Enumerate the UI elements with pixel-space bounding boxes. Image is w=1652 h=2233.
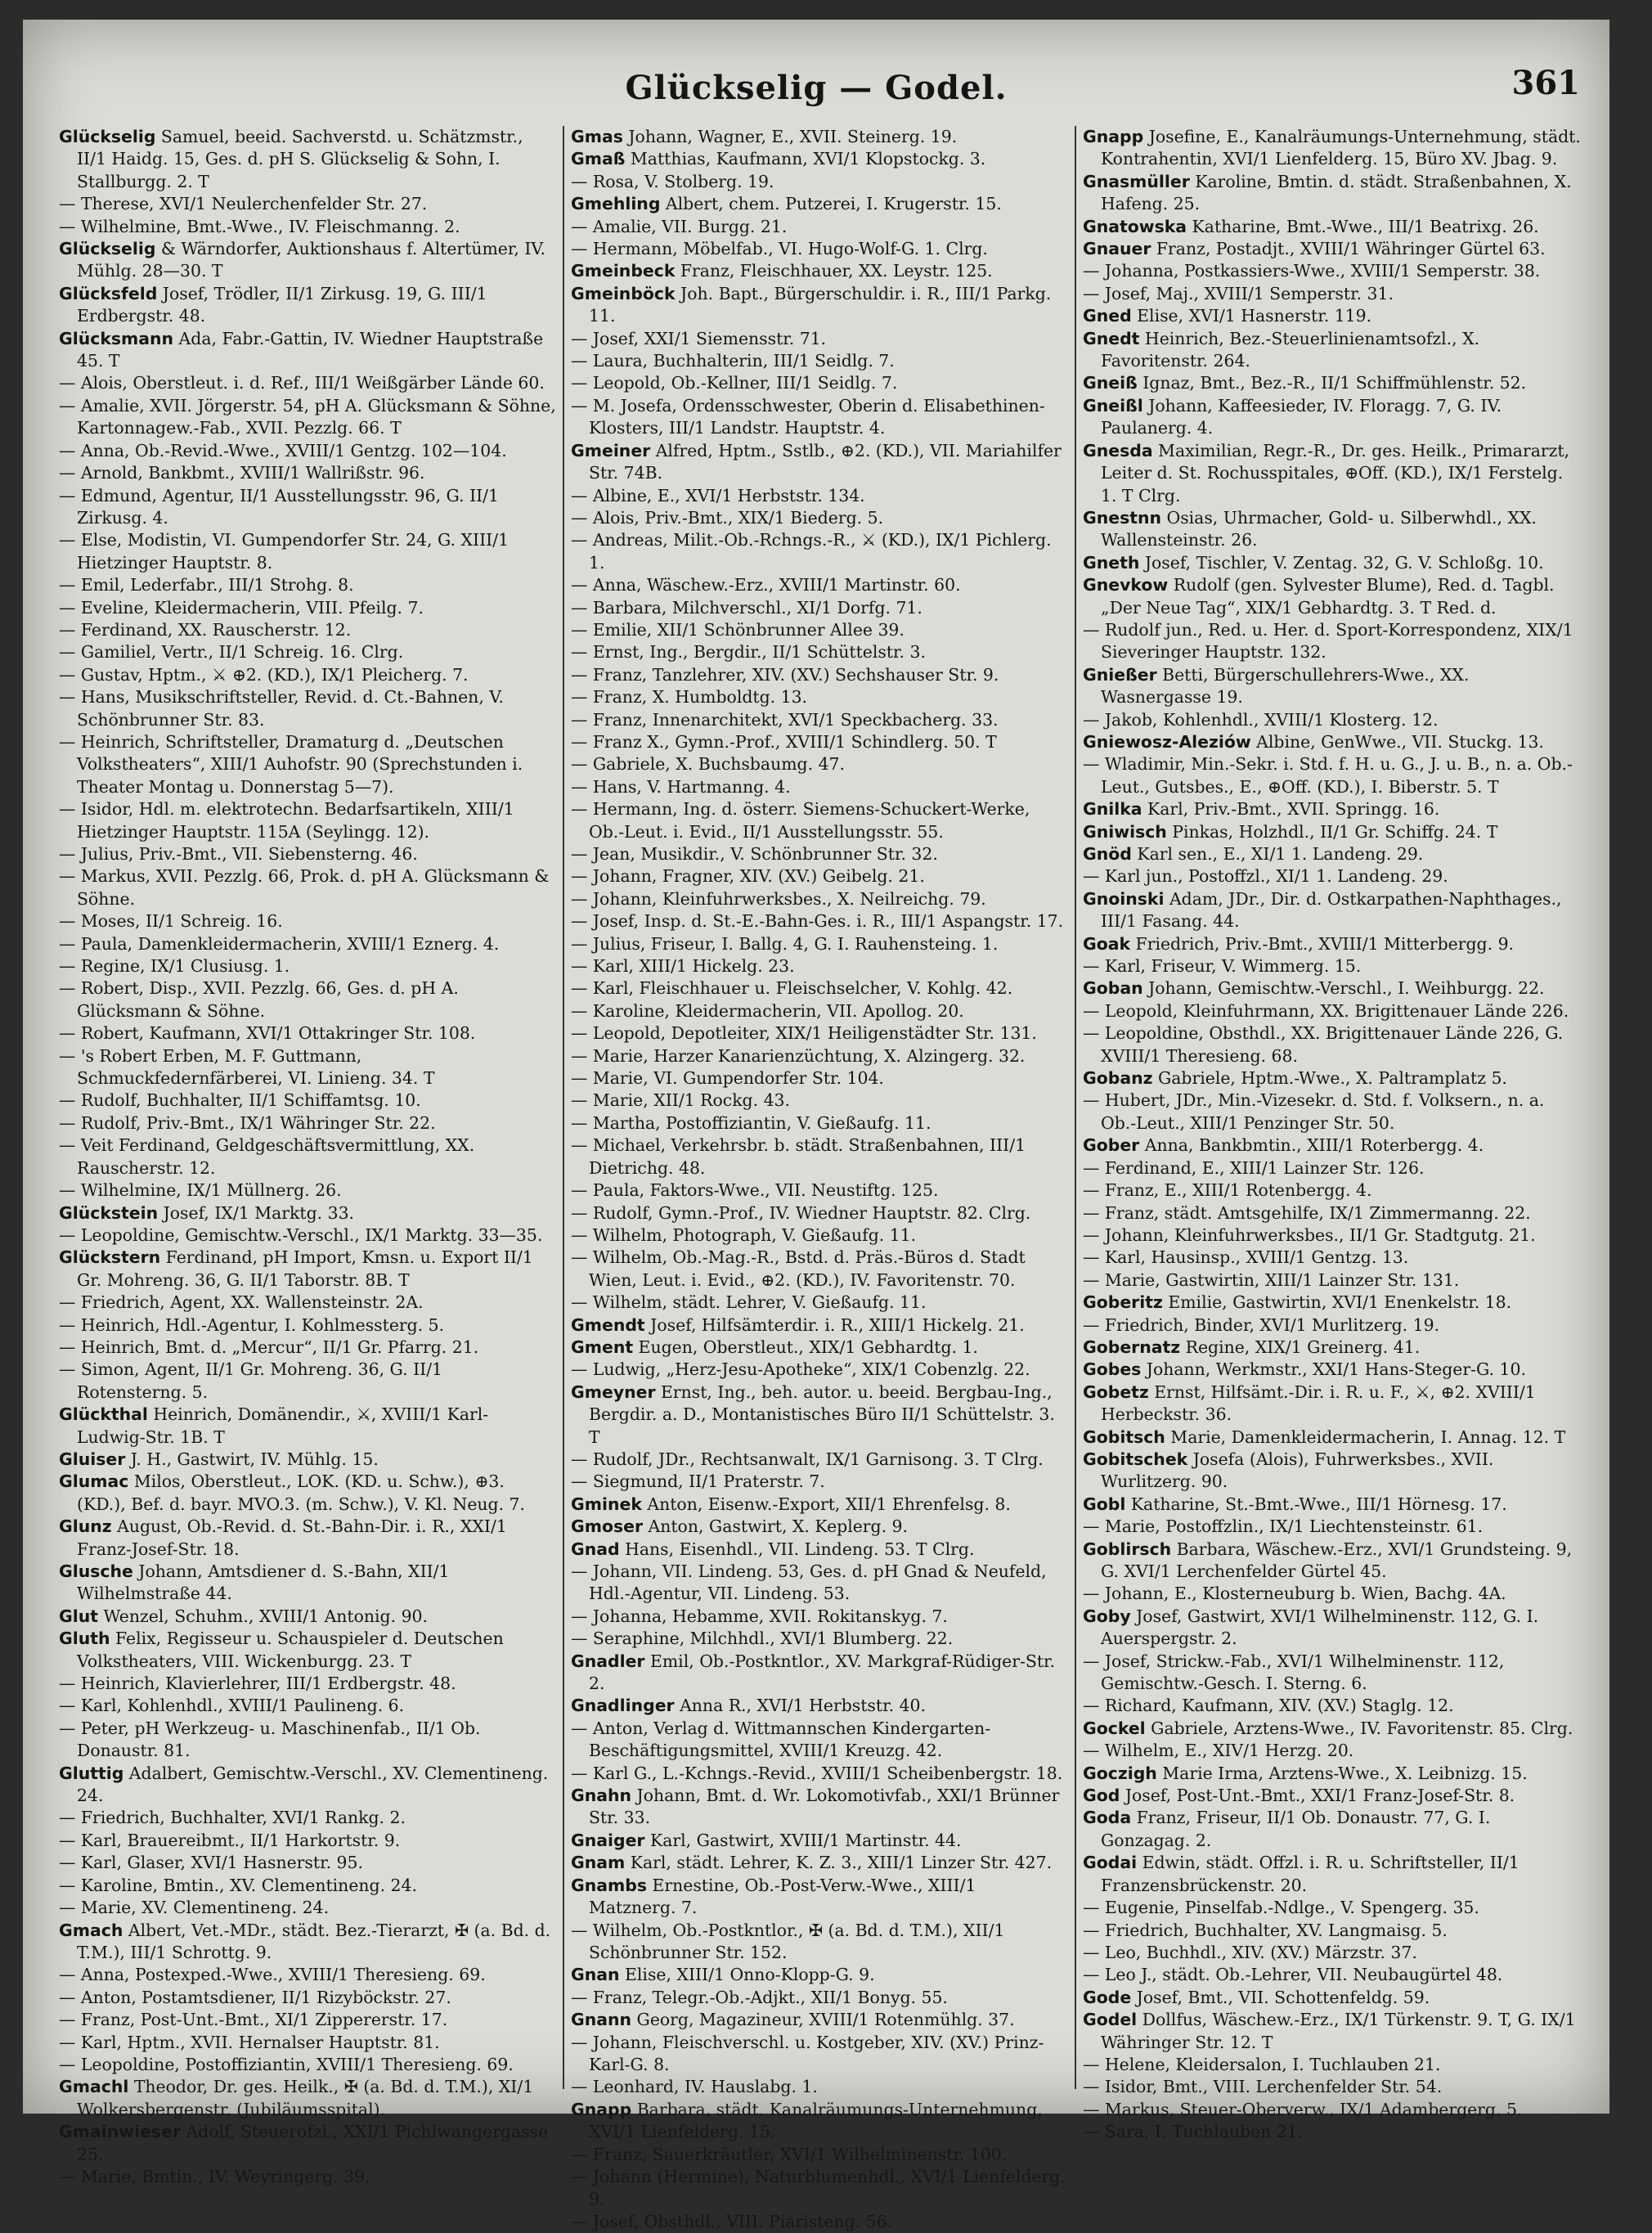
directory-entry: Gnestnn Osias, Uhrmacher, Gold- u. Silberwhdl., XX. Wallensteinstr. 26. xyxy=(1083,507,1538,550)
directory-entry: Gobes Johann, Werkmstr., XXI/1 Hans-Steger-G. 10. xyxy=(1083,1359,1526,1380)
directory-entry: — Johann, VII. Lindeng. 53, Ges. d. pH Gnad & Neufeld, Hdl.-Agentur, VII. Lindeng. 53. xyxy=(571,1561,1047,1604)
surname: Gnauer xyxy=(1083,239,1151,259)
surname: Glunz xyxy=(59,1516,112,1537)
directory-columns xyxy=(52,126,1590,2231)
directory-entry: — Seraphine, Milchhdl., XVI/1 Blumberg. 22. xyxy=(571,1629,954,1649)
directory-entry: Gode Josef, Bmt., VII. Schottenfeldg. 59. xyxy=(1083,1987,1430,2007)
directory-entry: — Isidor, Hdl. m. elektrotechn. Bedarfsartikeln, XIII/1 Hietzinger Hauptstr. 115A (Seylingg. 12). xyxy=(59,799,514,842)
directory-entry: — Simon, Agent, II/1 Gr. Mohreng. 36, G. II/1 Rotensterng. 5. xyxy=(59,1359,443,1402)
directory-entry: — Amalie, VII. Burgg. 21. xyxy=(571,216,788,236)
surname: Gnad xyxy=(571,1539,620,1559)
directory-entry: — Wladimir, Min.-Sekr. i. Std. f. H. u. G., J. u. B., n. a. Ob.-Leut., Gutsbes., E., ⊕Off. (KD.), I. Biberstr. 5. T xyxy=(1083,754,1573,797)
directory-entry: — Marie, XII/1 Rockg. 43. xyxy=(571,1090,791,1111)
directory-entry: Gmeinböck Joh. Bapt., Bürgerschuldir. i. R., III/1 Parkg. 11. xyxy=(571,283,1052,326)
directory-entry: — Rudolf, Gymn.-Prof., IV. Wiedner Hauptstr. 82. Clrg. xyxy=(571,1202,1031,1223)
directory-entry: Gnambs Ernestine, Ob.-Post-Verw.-Wwe., XIII/1 Matznerg. 7. xyxy=(571,1875,976,1918)
directory-entry: Gminek Anton, Eisenw.-Export, XII/1 Ehrenfelsg. 8. xyxy=(571,1494,1011,1514)
directory-entry: — Leopold, Kleinfuhrmann, XX. Brigittenauer Lände 226. xyxy=(1083,1000,1569,1021)
directory-entry: — Wilhelm, Ob.-Postkntlor., ✠ (a. Bd. d. T.M.), XII/1 Schönbrunner Str. 152. xyxy=(571,1920,1005,1962)
surname: Gnoinski xyxy=(1083,888,1165,909)
surname: Gobl xyxy=(1083,1494,1126,1514)
surname: Gnestnn xyxy=(1083,507,1161,528)
surname: Glusche xyxy=(59,1561,133,1581)
surname: Gnießer xyxy=(1083,664,1157,685)
surname: Gnahn xyxy=(571,1786,632,1806)
directory-entry: Glückstern Ferdinand, pH Import, Kmsn. u. Export II/1 Gr. Mohreng. 36, G. II/1 Taborstr. 8B. T xyxy=(59,1247,533,1290)
directory-entry: — Marie, Gastwirtin, XIII/1 Lainzer Str. 131. xyxy=(1083,1269,1460,1290)
directory-entry: Gnasmüller Karoline, Bmtin. d. städt. Straßenbahnen, X. Hafeng. 25. xyxy=(1083,171,1572,214)
directory-entry: Gnoinski Adam, JDr., Dir. d. Ostkarpathen-Naphthages., III/1 Fasang. 44. xyxy=(1083,888,1562,932)
directory-entry: Glückselig & Wärndorfer, Auktionshaus f. Altertümer, IV. Mühlg. 28—30. T xyxy=(59,239,546,281)
directory-entry: — Leo, Buchhdl., XIV. (XV.) Märzstr. 37. xyxy=(1083,1942,1417,1962)
directory-entry: — Leopoldine, Postoffiziantin, XVIII/1 Theresieng. 69. xyxy=(59,2054,514,2074)
directory-entry: — Marie, VI. Gumpendorfer Str. 104. xyxy=(571,1068,884,1089)
surname: Gockel xyxy=(1083,1718,1146,1738)
directory-entry: Gnahn Johann, Bmt. d. Wr. Lokomotivfab., XXI/1 Brünner Str. 33. xyxy=(571,1786,1060,1828)
surname: Gnapp xyxy=(571,2099,632,2119)
directory-entry: Gnadlinger Anna R., XVI/1 Herbststr. 40. xyxy=(571,1696,926,1716)
directory-entry: — Hans, Musikschriftsteller, Revid. d. Ct.-Bahnen, V. Schönbrunner Str. 83. xyxy=(59,687,504,730)
directory-entry: Gnadler Emil, Ob.-Postkntlor., XV. Markgraf-Rüdiger-Str. 2. xyxy=(571,1651,1056,1694)
directory-entry: — Leo J., städt. Ob.-Lehrer, VII. Neubaugürtel 48. xyxy=(1083,1965,1503,1985)
directory-entry: Gnan Elise, XIII/1 Onno-Klopp-G. 9. xyxy=(571,1965,875,1985)
directory-entry: — Jakob, Kohlenhdl., XVIII/1 Klosterg. 12. xyxy=(1083,709,1439,730)
directory-entry: — Rosa, V. Stolberg. 19. xyxy=(571,171,774,191)
surname: Goda xyxy=(1083,1808,1132,1828)
directory-entry: — Franz, Post-Unt.-Bmt., XI/1 Zippererstr. 17. xyxy=(59,2010,448,2030)
directory-entry: Goak Friedrich, Priv.-Bmt., XVIII/1 Mitterbergg. 9. xyxy=(1083,933,1515,954)
surname: Goblirsch xyxy=(1083,1539,1172,1559)
directory-entry: — Eugenie, Pinselfab.-Ndlge., V. Spengerg. 35. xyxy=(1083,1898,1479,1918)
directory-entry: Gment Eugen, Oberstleut., XIX/1 Gebhardtg. 1. xyxy=(571,1337,978,1357)
surname: Gneißl xyxy=(1083,395,1143,416)
directory-entry: — Edmund, Agentur, II/1 Ausstellungsstr. 96, G. II/1 Zirkusg. 4. xyxy=(59,485,500,528)
directory-entry: Glumac Milos, Oberstleut., LOK. (KD. u. Schw.), ⊕3. (KD.), Bef. d. bayr. MVO.3. (m. Schw.), V. Kl. Neug. 7. xyxy=(59,1471,526,1514)
directory-entry: — Robert, Disp., XVII. Pezzlg. 66, Ges. d. pH A. Glücksmann & Söhne. xyxy=(59,978,459,1021)
directory-entry: Gnevkow Rudolf (gen. Sylvester Blume), Red. d. Tagbl. „Der Neue Tag“, XIX/1 Gebhardtg. 3. T Red. d. xyxy=(1083,575,1555,618)
surname: Gmach xyxy=(59,1920,123,1940)
directory-entry: Gnatowska Katharine, Bmt.-Wwe., III/1 Beatrixg. 26. xyxy=(1083,216,1539,236)
directory-entry: Gobetz Ernst, Hilfsämt.-Dir. i. R. u. F., ⚔, ⊕2. XVIII/1 Herbeckstr. 36. xyxy=(1083,1382,1536,1425)
directory-entry: — 's Robert Erben, M. F. Guttmann, Schmuckfedernfärberei, VI. Linieng. 34. T xyxy=(59,1045,435,1089)
directory-entry: — Josef, Strickw.-Fab., XVI/1 Wilhelminenstr. 112, Gemischtw.-Gesch. I. Sterng. 6. xyxy=(1083,1651,1505,1694)
directory-entry: Glücksfeld Josef, Trödler, II/1 Zirkusg. 19, G. III/1 Erdbergstr. 48. xyxy=(59,283,487,326)
directory-entry: Gnießer Betti, Bürgerschullehrers-Wwe., XX. Wasnergasse 19. xyxy=(1083,664,1470,708)
surname: Glückthal xyxy=(59,1404,148,1425)
directory-entry: — Albine, E., XVI/1 Herbststr. 134. xyxy=(571,485,865,505)
directory-entry: Gnann Georg, Magazineur, XVIII/1 Rotenmühlg. 37. xyxy=(571,2010,1015,2030)
directory-entry: Gluth Felix, Regisseur u. Schauspieler d. Deutschen Volkstheaters, VIII. Wickenburgg. 23. T xyxy=(59,1629,504,1671)
directory-entry: — Franz, städt. Amtsgehilfe, IX/1 Zimmermanng. 22. xyxy=(1083,1202,1531,1223)
directory-entry: — Richard, Kaufmann, XIV. (XV.) Staglg. 12. xyxy=(1083,1696,1454,1716)
surname: Gmeiner xyxy=(571,440,651,461)
surname: Gobes xyxy=(1083,1359,1142,1380)
directory-entry: — Anna, Postexped.-Wwe., XVIII/1 Theresieng. 69. xyxy=(59,1965,486,1985)
directory-entry: — Franz, Tanzlehrer, XIV. (XV.) Sechshauser Str. 9. xyxy=(571,664,999,685)
surname: Gnatowska xyxy=(1083,216,1187,236)
directory-entry: — Franz X., Gymn.-Prof., XVIII/1 Schindlerg. 50. T xyxy=(571,731,997,752)
directory-entry: — Sara, I. Tuchlauben 21. xyxy=(1083,2122,1304,2142)
directory-entry: — Siegmund, II/1 Praterstr. 7. xyxy=(571,1471,825,1492)
directory-entry: Glut Wenzel, Schuhm., XVIII/1 Antonig. 90. xyxy=(59,1606,428,1626)
directory-entry: Gned Elise, XVI/1 Hasnerstr. 119. xyxy=(1083,306,1372,326)
directory-entry: — Emilie, XII/1 Schönbrunner Allee 39. xyxy=(571,619,905,640)
directory-entry: — Wilhelmine, Bmt.-Wwe., IV. Fleischmanng. 2. xyxy=(59,216,460,236)
directory-entry: — Andreas, Milit.-Ob.-Rchngs.-R., ⚔ (KD.), IX/1 Pichlerg. 1. xyxy=(571,530,1052,573)
directory-entry: — Johanna, Hebamme, XVII. Rokitanskyg. 7. xyxy=(571,1606,948,1626)
directory-entry: — Veit Ferdinand, Geldgeschäftsvermittlung, XX. Rauscherstr. 12. xyxy=(59,1135,475,1178)
surname: Gnan xyxy=(571,1965,620,1985)
directory-entry: Gnesda Maximilian, Regr.-R., Dr. ges. Heilk., Primararzt, Leiter d. St. Rochusspitales, ⊕Off. (KD.), IX/1 Ferstelg. 1. T Clrg. xyxy=(1083,440,1570,505)
surname: Goby xyxy=(1083,1606,1131,1626)
directory-entry: — Eveline, Kleidermacherin, VIII. Pfeilg. 7. xyxy=(59,597,424,618)
directory-entry: — Heinrich, Schriftsteller, Dramaturg d. „Deutschen Volkstheaters“, XIII/1 Auhofstr. 90 (Sprechstunden i. Theater Montag u. Donnerstag 5—7). xyxy=(59,731,523,797)
directory-entry: — Rudolf, Priv.-Bmt., IX/1 Währinger Str. 22. xyxy=(59,1112,436,1133)
directory-entry: — Jean, Musikdir., V. Schönbrunner Str. 32. xyxy=(571,844,938,864)
directory-entry: — Isidor, Bmt., VIII. Lerchenfelder Str. 54. xyxy=(1083,2077,1443,2097)
directory-entry: — Leopoldine, Gemischtw.-Verschl., IX/1 Marktg. 33—35. xyxy=(59,1224,543,1245)
directory-entry: — Franz, Innenarchitekt, XVI/1 Speckbacherg. 33. xyxy=(571,709,999,730)
directory-entry: — Ludwig, „Herz-Jesu-Apotheke“, XIX/1 Cobenzlg. 22. xyxy=(571,1359,1030,1380)
directory-entry: — Franz, Sauerkräutler, XVI/1 Wilhelminenstr. 100. xyxy=(571,2144,1008,2164)
directory-entry: Gnapp Josefine, E., Kanalräumungs-Unternehmung, städt. Kontrahentin, XVI/1 Lienfelderg. 15, Büro XV. Jbag. 9. xyxy=(1083,127,1581,169)
directory-entry: Godai Edwin, städt. Offzl. i. R. u. Schriftsteller, II/1 Franzensbrückenstr. 20. xyxy=(1083,1853,1520,1895)
surname: Gmoser xyxy=(571,1516,644,1537)
directory-entry: — Johann, Kleinfuhrwerksbes., II/1 Gr. Stadtgutg. 21. xyxy=(1083,1224,1536,1245)
surname: Gmaß xyxy=(571,149,626,169)
directory-entry: Glückstein Josef, IX/1 Marktg. 33. xyxy=(59,1202,355,1223)
surname: Gnam xyxy=(571,1853,626,1873)
directory-entry: Gobl Katharine, St.-Bmt.-Wwe., III/1 Hörnesg. 17. xyxy=(1083,1494,1507,1514)
directory-entry: — Friedrich, Buchhalter, XV. Langmaisg. 5. xyxy=(1083,1920,1448,1940)
surname: Gmas xyxy=(571,127,623,146)
directory-entry: Gobernatz Regine, XIX/1 Greinerg. 41. xyxy=(1083,1337,1421,1357)
directory-entry: — Johann (Hermine), Naturblumenhdl., XVI/1 Lienfelderg. 9. xyxy=(571,2166,1066,2209)
directory-entry: Gmachl Theodor, Dr. ges. Heilk., ✠ (a. Bd. d. T.M.), XI/1 Wolkersbergenstr. (Jubiläumsspital). xyxy=(59,2077,534,2119)
directory-entry: — Wilhelm, Photograph, V. Gießaufg. 11. xyxy=(571,1224,917,1245)
directory-entry: — Gamiliel, Vertr., II/1 Schreig. 16. Clrg. xyxy=(59,642,404,663)
directory-entry: — Friedrich, Binder, XVI/1 Murlitzerg. 19. xyxy=(1083,1314,1440,1335)
surname: Gned xyxy=(1083,306,1132,326)
directory-entry: — Hubert, JDr., Min.-Vizesekr. d. Std. f. Volksern., n. a. Ob.-Leut., XIII/1 Penzinger Str. 50. xyxy=(1083,1090,1545,1133)
directory-entry: — Franz, X. Humboldtg. 13. xyxy=(571,687,808,708)
directory-entry: — Karl G., L.-Kchngs.-Revid., XVIII/1 Scheibenbergstr. 18. xyxy=(571,1763,1063,1783)
directory-entry: — Karl, Friseur, V. Wimmerg. 15. xyxy=(1083,956,1362,977)
surname: Gniewosz-Aleziów xyxy=(1083,731,1251,752)
surname: Gnann xyxy=(571,2010,632,2030)
directory-entry: — Wilhelm, E., XIV/1 Herzg. 20. xyxy=(1083,1741,1354,1761)
directory-entry: — Anna, Ob.-Revid.-Wwe., XVIII/1 Gentzg. 102—104. xyxy=(59,440,507,461)
directory-entry: Gober Anna, Bankbmtin., XIII/1 Roterbergg. 4. xyxy=(1083,1135,1484,1156)
directory-entry: — Karl, Fleischhauer u. Fleischselcher, V. Kohlg. 42. xyxy=(571,978,1013,999)
surname: Gmehling xyxy=(571,194,661,214)
surname: Gluiser xyxy=(59,1449,126,1469)
directory-entry: — Gabriele, X. Buchsbaumg. 47. xyxy=(571,754,845,775)
surname: Gmeinböck xyxy=(571,283,676,303)
directory-entry: — Alois, Priv.-Bmt., XIX/1 Biederg. 5. xyxy=(571,507,884,528)
directory-entry: Gmach Albert, Vet.-MDr., städt. Bez.-Tierarzt, ✠ (a. Bd. d. T.M.), III/1 Schrottg. 9. xyxy=(59,1920,551,1962)
directory-entry: Goberitz Emilie, Gastwirtin, XVI/1 Enenkelstr. 18. xyxy=(1083,1292,1512,1313)
directory-entry: — Josef, Obsthdl., VIII. Piaristeng. 56. xyxy=(571,2211,893,2231)
directory-entry: — Leopold, Ob.-Kellner, III/1 Seidlg. 7. xyxy=(571,373,898,393)
surname: Gmainwieser xyxy=(59,2122,181,2142)
directory-entry: — Ferdinand, XX. Rauscherstr. 12. xyxy=(59,619,352,640)
directory-entry: — Heinrich, Hdl.-Agentur, I. Kohlmessterg. 5. xyxy=(59,1314,445,1335)
directory-entry: — Franz, Telegr.-Ob.-Adjkt., XII/1 Bonyg. 55. xyxy=(571,1987,948,2007)
directory-entry: Gmoser Anton, Gastwirt, X. Keplerg. 9. xyxy=(571,1516,908,1537)
surname: Gnapp xyxy=(1083,127,1144,146)
directory-entry: — Arnold, Bankbmt., XVIII/1 Wallrißstr. 96. xyxy=(59,463,425,483)
directory-entry: — Heinrich, Klavierlehrer, III/1 Erdbergstr. 48. xyxy=(59,1674,456,1694)
directory-entry: — Gustav, Hptm., ⚔ ⊕2. (KD.), IX/1 Pleicherg. 7. xyxy=(59,664,469,685)
directory-entry: — Laura, Buchhalterin, III/1 Seidlg. 7. xyxy=(571,351,895,371)
directory-entry: — Leonhard, IV. Hauslabg. 1. xyxy=(571,2077,818,2097)
directory-entry: — Marie, Bmtin., IV. Weyringerg. 39. xyxy=(59,2166,370,2186)
surname: Goak xyxy=(1083,933,1131,954)
directory-entry: — Hermann, Ing. d. österr. Siemens-Schuckert-Werke, Ob.-Leut. i. Evid., II/1 Ausstellungsstr. 55. xyxy=(571,799,1030,842)
surname: Gober xyxy=(1083,1135,1140,1156)
directory-entry: Gmeinbeck Franz, Fleischhauer, XX. Leystr. 125. xyxy=(571,261,993,281)
directory-entry: — Leopold, Depotleiter, XIX/1 Heiligenstädter Str. 131. xyxy=(571,1023,1037,1044)
directory-entry: Gnauer Franz, Postadjt., XVIII/1 Währinger Gürtel 63. xyxy=(1083,239,1546,259)
surname: Gminek xyxy=(571,1494,642,1514)
directory-entry: Gmeyner Ernst, Ing., beh. autor. u. beeid. Bergbau-Ing., Bergdir. a. D., Montanistisches Büro II/1 Schüttelstr. 3. T xyxy=(571,1382,1055,1447)
directory-entry: Goda Franz, Friseur, II/1 Ob. Donaustr. 77, G. I. Gonzagag. 2. xyxy=(1083,1808,1491,1850)
surname: Glut xyxy=(59,1606,98,1626)
directory-entry: — Josef, XXI/1 Siemensstr. 71. xyxy=(571,328,827,348)
surname: Gluth xyxy=(59,1629,110,1649)
directory-entry: Godel Dollfus, Wäschew.-Erz., IX/1 Türkenstr. 9. T, G. IX/1 Währinger Str. 12. T xyxy=(1083,2010,1576,2052)
surname: Gnöd xyxy=(1083,844,1132,864)
directory-entry: Gniwisch Pinkas, Holzhdl., II/1 Gr. Schiffg. 24. T xyxy=(1083,821,1498,842)
surname: Glückselig xyxy=(59,127,156,146)
directory-entry: — Paula, Faktors-Wwe., VII. Neustiftg. 125. xyxy=(571,1180,939,1201)
directory-entry: Goblirsch Barbara, Wäschew.-Erz., XVI/1 Grundsteing. 9, G. XVI/1 Lerchenfelder Gürtel 45. xyxy=(1083,1539,1573,1581)
directory-entry: — Marie, Harzer Kanarienzüchtung, X. Alzingerg. 32. xyxy=(571,1045,1026,1066)
surname: Goban xyxy=(1083,978,1143,999)
directory-entry: — Barbara, Milchverschl., XI/1 Dorfg. 71. xyxy=(571,597,923,618)
directory-entry: — Franz, E., XIII/1 Rotenbergg. 4. xyxy=(1083,1180,1372,1201)
directory-entry: — Josef, Insp. d. St.-E.-Bahn-Ges. i. R., III/1 Aspangstr. 17. xyxy=(571,911,1064,932)
directory-entry: — Emil, Lederfabr., III/1 Strohg. 8. xyxy=(59,575,354,595)
directory-entry: — Karl, Brauereibmt., II/1 Harkortstr. 9. xyxy=(59,1830,401,1850)
directory-entry: — Else, Modistin, VI. Gumpendorfer Str. 24, G. XIII/1 Hietzinger Hauptstr. 8. xyxy=(59,530,510,573)
surname: Gode xyxy=(1083,1987,1132,2007)
directory-entry: Gobitsch Marie, Damenkleidermacherin, I. Annag. 12. T xyxy=(1083,1427,1566,1447)
directory-entry: Gmainwieser Adolf, Steuerofzl., XXI/1 Pichlwangergasse 25. xyxy=(59,2122,549,2164)
surname: Goberitz xyxy=(1083,1292,1163,1313)
directory-entry: — Hermann, Möbelfab., VI. Hugo-Wolf-G. 1. Clrg. xyxy=(571,239,988,259)
directory-entry: — Julius, Friseur, I. Ballg. 4, G. I. Rauhensteing. 1. xyxy=(571,933,999,954)
directory-entry: — Peter, pH Werkzeug- u. Maschinenfab., II/1 Ob. Donaustr. 81. xyxy=(59,1718,481,1761)
surname: Glumac xyxy=(59,1471,129,1492)
surname: Gobitsch xyxy=(1083,1427,1165,1447)
directory-entry: Gmeiner Alfred, Hptm., Sstlb., ⊕2. (KD.), VII. Mariahilfer Str. 74B. xyxy=(571,440,1062,483)
directory-entry: — Markus, Steuer-Oberverw., IX/1 Adambergerg. 5. xyxy=(1083,2099,1523,2119)
directory-entry: Glunz August, Ob.-Revid. d. St.-Bahn-Dir. i. R., XXI/1 Franz-Josef-Str. 18. xyxy=(59,1516,507,1559)
surname: Gmachl xyxy=(59,2077,129,2097)
directory-entry: — Therese, XVI/1 Neulerchenfelder Str. 27. xyxy=(59,194,428,214)
directory-entry: Goczigh Marie Irma, Arztens-Wwe., X. Leibnizg. 15. xyxy=(1083,1763,1528,1783)
directory-entry: Gnad Hans, Eisenhdl., VII. Lindeng. 53. T Clrg. xyxy=(571,1539,975,1559)
running-head: Glückselig — Godel. xyxy=(625,69,1008,107)
directory-entry: — Anton, Verlag d. Wittmannschen Kindergarten-Beschäftigungsmittel, XVIII/1 Kreuzg. 42. xyxy=(571,1718,991,1761)
directory-entry: — Wilhelmine, IX/1 Müllnerg. 26. xyxy=(59,1180,342,1201)
surname: Gment xyxy=(571,1337,634,1357)
surname: Gnilka xyxy=(1083,799,1142,820)
page-header xyxy=(23,61,1609,118)
directory-entry: Gobanz Gabriele, Hptm.-Wwe., X. Paltramplatz 5. xyxy=(1083,1068,1507,1089)
surname: Gobernatz xyxy=(1083,1337,1181,1357)
surname: God xyxy=(1083,1786,1120,1806)
surname: Gmeyner xyxy=(571,1382,656,1402)
directory-entry: Gneth Josef, Tischler, V. Zentag. 32, G. V. Schloßg. 10. xyxy=(1083,552,1544,573)
directory-entry: Glücksmann Ada, Fabr.-Gattin, IV. Wiedner Hauptstraße 45. T xyxy=(59,328,544,371)
surname: Goczigh xyxy=(1083,1763,1157,1783)
directory-entry: Goban Johann, Gemischtw.-Verschl., I. Weihburgg. 22. xyxy=(1083,978,1545,999)
directory-entry: — Michael, Verkehrsbr. b. städt. Straßenbahnen, III/1 Dietrichg. 48. xyxy=(571,1135,1026,1178)
directory-entry: — Ferdinand, E., XIII/1 Lainzer Str. 126. xyxy=(1083,1157,1425,1178)
directory-entry: Gnaiger Karl, Gastwirt, XVIII/1 Martinstr. 44. xyxy=(571,1830,962,1850)
surname: Glückselig xyxy=(59,239,156,259)
surname: Gneiß xyxy=(1083,373,1138,393)
directory-entry: — Rudolf jun., Red. u. Her. d. Sport-Korrespondenz, XIX/1 Sieveringer Hauptstr. 132. xyxy=(1083,619,1573,663)
surname: Glücksmann xyxy=(59,328,174,348)
surname: Gnadler xyxy=(571,1651,645,1671)
directory-entry: — Markus, XVII. Pezzlg. 66, Prok. d. pH A. Glücksmann & Söhne. xyxy=(59,866,550,909)
directory-entry: — Regine, IX/1 Clusiusg. 1. xyxy=(59,956,290,977)
surname: Glückstern xyxy=(59,1247,161,1268)
directory-entry: Gmaß Matthias, Kaufmann, XVI/1 Klopstockg. 3. xyxy=(571,149,986,169)
directory-entry: Glückselig Samuel, beeid. Sachverstd. u. Schätzmstr., II/1 Haidg. 15, Ges. d. pH S. Glückselig & Sohn, I. Stallburgg. 2. T xyxy=(59,127,523,191)
surname: Glücksfeld xyxy=(59,283,158,303)
directory-entry: Gmendt Josef, Hilfsämterdir. i. R., XIII/1 Hickelg. 21. xyxy=(571,1314,1025,1335)
directory-entry: — Marie, XV. Clementineng. 24. xyxy=(59,1898,330,1918)
surname: Gnevkow xyxy=(1083,575,1169,595)
surname: Gnadlinger xyxy=(571,1696,675,1716)
directory-entry: — Amalie, XVII. Jörgerstr. 54, pH A. Glücksmann & Söhne, Kartonnagew.-Fab., XVII. Pezzlg. 66. T xyxy=(59,395,556,438)
directory-entry: — Alois, Oberstleut. i. d. Ref., III/1 Weißgärber Lände 60. xyxy=(59,373,545,393)
surname: Gnedt xyxy=(1083,328,1140,348)
surname: Glückstein xyxy=(59,1202,159,1223)
directory-entry: — Leopoldine, Obsthdl., XX. Brigittenauer Lände 226, G. XVIII/1 Theresieng. 68. xyxy=(1083,1023,1564,1066)
directory-entry: God Josef, Post-Unt.-Bmt., XXI/1 Franz-Josef-Str. 8. xyxy=(1083,1786,1515,1806)
directory-entry: — Julius, Priv.-Bmt., VII. Siebensterng. 46. xyxy=(59,844,418,864)
directory-entry: Gmas Johann, Wagner, E., XVII. Steinerg. 19. xyxy=(571,127,958,146)
directory-entry: — Friedrich, Agent, XX. Wallensteinstr. 2A. xyxy=(59,1292,424,1313)
directory-entry: Gluiser J. H., Gastwirt, IV. Mühlg. 15. xyxy=(59,1449,379,1469)
directory-entry: — Johann, E., Klosterneuburg b. Wien, Bachg. 4A. xyxy=(1083,1584,1506,1604)
directory-entry: — Friedrich, Buchhalter, XVI/1 Rankg. 2. xyxy=(59,1808,406,1828)
surname: Gobanz xyxy=(1083,1068,1153,1089)
directory-page xyxy=(23,20,1609,2231)
directory-entry: Gnapp Barbara, städt. Kanalräumungs-Unternehmung, XVI/1 Lienfelderg. 15. xyxy=(571,2099,1043,2142)
surname: Godel xyxy=(1083,2010,1138,2030)
surname: Godai xyxy=(1083,1853,1138,1873)
directory-entry: — Karl, XIII/1 Hickelg. 23. xyxy=(571,956,795,977)
surname: Gniwisch xyxy=(1083,821,1167,842)
directory-entry: — Johann, Fragner, XIV. (XV.) Geibelg. 21. xyxy=(571,866,925,887)
directory-entry: Gnam Karl, städt. Lehrer, K. Z. 3., XIII/1 Linzer Str. 427. xyxy=(571,1853,1053,1873)
directory-entry: Gockel Gabriele, Arztens-Wwe., IV. Favoritenstr. 85. Clrg. xyxy=(1083,1718,1573,1738)
directory-entry: — Anna, Wäschew.-Erz., XVIII/1 Martinstr. 60. xyxy=(571,575,961,595)
directory-entry: — Johann, Fleischverschl. u. Kostgeber, XIV. (XV.) Prinz-Karl-G. 8. xyxy=(571,2032,1044,2074)
directory-entry: — Karl, Kohlenhdl., XVIII/1 Paulineng. 6. xyxy=(59,1696,405,1716)
directory-entry: Gnöd Karl sen., E., XI/1 1. Landeng. 29. xyxy=(1083,844,1424,864)
directory-entry: — Karoline, Bmtin., XV. Clementineng. 24. xyxy=(59,1875,417,1895)
surname: Gnambs xyxy=(571,1875,647,1895)
surname: Gnasmüller xyxy=(1083,171,1190,191)
surname: Gobetz xyxy=(1083,1382,1149,1402)
directory-entry: — Wilhelm, städt. Lehrer, V. Gießaufg. 11. xyxy=(571,1292,927,1313)
directory-entry: — Moses, II/1 Schreig. 16. xyxy=(59,911,283,932)
column-3 xyxy=(1076,126,1588,2142)
directory-entry: Glusche Johann, Amtsdiener d. S.-Bahn, XII/1 Wilhelmstraße 44. xyxy=(59,1561,450,1604)
directory-entry: — Martha, Postoffiziantin, V. Gießaufg. 11. xyxy=(571,1112,931,1133)
directory-entry: — Ernst, Ing., Bergdir., II/1 Schüttelstr. 3. xyxy=(571,642,926,663)
directory-entry: — Karl, Hptm., XVII. Hernalser Hauptstr. 81. xyxy=(59,2032,440,2052)
directory-entry: Gmehling Albert, chem. Putzerei, I. Krugerstr. 15. xyxy=(571,194,1002,214)
directory-entry: — Robert, Kaufmann, XVI/1 Ottakringer Str. 108. xyxy=(59,1023,476,1044)
directory-entry: — Karl, Glaser, XVI/1 Hasnerstr. 95. xyxy=(59,1853,363,1873)
directory-entry: — Karl jun., Postoffzl., XI/1 1. Landeng. 29. xyxy=(1083,866,1448,887)
directory-entry: — Johann, Kleinfuhrwerksbes., X. Neilreichg. 79. xyxy=(571,888,986,909)
page-number: 361 xyxy=(1511,64,1580,102)
directory-entry: Gluttig Adalbert, Gemischtw.-Verschl., XV. Clementineng. 24. xyxy=(59,1763,549,1806)
directory-entry: Glückthal Heinrich, Domänendir., ⚔, XVIII/1 Karl-Ludwig-Str. 1B. T xyxy=(59,1404,489,1447)
surname: Gnaiger xyxy=(571,1830,645,1850)
directory-entry: — Johanna, Postkassiers-Wwe., XVIII/1 Semperstr. 38. xyxy=(1083,261,1541,281)
surname: Gnesda xyxy=(1083,440,1153,461)
directory-entry: — Paula, Damenkleidermacherin, XVIII/1 Eznerg. 4. xyxy=(59,933,500,954)
directory-entry: — Hans, V. Hartmanng. 4. xyxy=(571,776,791,797)
directory-entry: — Heinrich, Bmt. d. „Mercur“, II/1 Gr. Pfarrg. 21. xyxy=(59,1337,479,1357)
directory-entry: Gnedt Heinrich, Bez.-Steuerlinienamtsofzl., X. Favoritenstr. 264. xyxy=(1083,328,1480,371)
directory-entry: — Marie, Postoffzlin., IX/1 Liechtensteinstr. 61. xyxy=(1083,1516,1484,1537)
directory-entry: — Helene, Kleidersalon, I. Tuchlauben 21. xyxy=(1083,2054,1441,2074)
surname: Gobitschek xyxy=(1083,1449,1188,1469)
directory-entry: Gneißl Johann, Kaffeesieder, IV. Floragg. 7, G. IV. Paulanerg. 4. xyxy=(1083,395,1502,438)
directory-entry: — Karl, Hausinsp., XVIII/1 Gentzg. 13. xyxy=(1083,1247,1409,1268)
column-2 xyxy=(564,126,1076,2231)
directory-entry: — Rudolf, Buchhalter, II/1 Schiffamtsg. 10. xyxy=(59,1090,421,1111)
directory-entry: — Josef, Maj., XVIII/1 Semperstr. 31. xyxy=(1083,283,1394,303)
directory-entry: — Karoline, Kleidermacherin, VII. Apollog. 20. xyxy=(571,1000,964,1021)
directory-entry: — Anton, Postamtsdiener, II/1 Rizyböckstr. 27. xyxy=(59,1987,451,2007)
directory-entry: — Rudolf, JDr., Rechtsanwalt, IX/1 Garnisong. 3. T Clrg. xyxy=(571,1449,1044,1469)
surname: Gluttig xyxy=(59,1763,124,1783)
surname: Gneth xyxy=(1083,552,1140,573)
directory-entry: — M. Josefa, Ordensschwester, Oberin d. Elisabethinen-Klosters, III/1 Landstr. Hauptstr. 4. xyxy=(571,395,1045,438)
directory-entry: Gobitschek Josefa (Alois), Fuhrwerksbes., XVII. Wurlitzerg. 90. xyxy=(1083,1449,1494,1492)
directory-entry: Gneiß Ignaz, Bmt., Bez.-R., II/1 Schiffmühlenstr. 52. xyxy=(1083,373,1527,393)
column-1 xyxy=(52,126,564,2186)
surname: Gmendt xyxy=(571,1314,645,1335)
directory-entry: Goby Josef, Gastwirt, XVI/1 Wilhelminenstr. 112, G. I. Auerspergstr. 2. xyxy=(1083,1606,1539,1649)
directory-entry: — Wilhelm, Ob.-Mag.-R., Bstd. d. Präs.-Büros d. Stadt Wien, Leut. i. Evid., ⊕2. (KD.), IV. Favoritenstr. 70. xyxy=(571,1247,1026,1290)
surname: Gmeinbeck xyxy=(571,261,676,281)
directory-entry: Gniewosz-Aleziów Albine, GenWwe., VII. Stuckg. 13. xyxy=(1083,731,1544,752)
directory-entry: Gnilka Karl, Priv.-Bmt., XVII. Springg. 16. xyxy=(1083,799,1440,820)
